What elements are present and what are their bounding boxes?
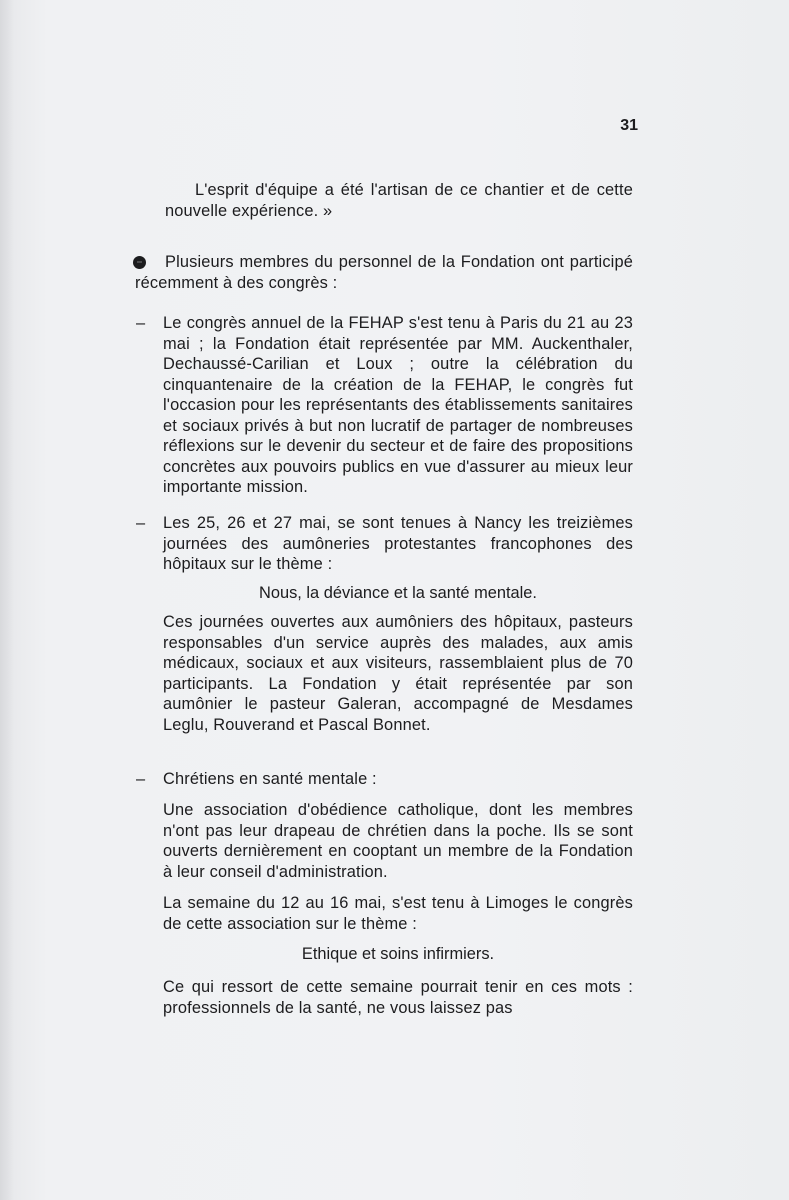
list-item-nancy: Les 25, 26 et 27 mai, se sont tenues à Nancy les treizièmes journées des aumôneries protestantes francophones des hôpitaux sur le thème : <box>163 514 633 573</box>
theme-nancy: Nous, la déviance et la santé mentale. <box>259 584 537 602</box>
page-number: 31 <box>620 117 638 134</box>
list-dash: – <box>136 314 146 332</box>
paragraph-conclusion: Ce qui ressort de cette semaine pourrait tenir en ces mots : professionnels de la santé, ne vous laissez pas <box>163 978 633 1017</box>
intro-paragraph: L'esprit d'équipe a été l'artisan de ce chantier et de cette nouvelle expérience. » <box>165 181 633 220</box>
list-dash: – <box>136 514 146 532</box>
list-item-fehap: Le congrès annuel de la FEHAP s'est tenu à Paris du 21 au 23 mai ; la Fondation était représentée par MM. Auckenthaler, Dechaussé-Carilian et Loux ; outre la célébration du cinquantenaire de la création de la FEHAP, le congrès fut l'occasion pour les représentants des établissements sanitaires et sociaux privés à but non lucratif de partager de nombreuses réflexions sur le devenir du secteur et de faire des propositions concrètes aux pouvoirs publics en vue d'assurer au mieux leur importante mission. <box>163 314 633 496</box>
bullet-paragraph: Plusieurs membres du personnel de la Fondation ont participé récemment à des congrès : <box>135 253 633 292</box>
paragraph-limoges: La semaine du 12 au 16 mai, s'est tenu à Limoges le congrès de cette association sur le thème : <box>163 894 633 933</box>
theme-limoges: Ethique et soins infirmiers. <box>301 945 495 963</box>
paragraph-association: Une association d'obédience catholique, dont les membres n'ont pas leur drapeau de chrétien dans la poche. Ils se sont ouverts dernièrement en cooptant un membre de la Fondation à leur conseil d'administration. <box>163 801 633 881</box>
paragraph-nancy-details: Ces journées ouvertes aux aumôniers des hôpitaux, pasteurs responsables d'un service auprès des malades, aux amis médicaux, sociaux et aux visiteurs, rassemblaient plus de 70 participants. La Fondation y était représentée par son aumônier le pasteur Galeran, accompagné de Mesdames Leglu, Rouverand et Pascal Bonnet. <box>163 613 633 734</box>
page-edge-shadow <box>0 0 14 1200</box>
list-dash: – <box>136 770 146 788</box>
list-item-chretiens: Chrétiens en santé mentale : <box>163 770 377 788</box>
